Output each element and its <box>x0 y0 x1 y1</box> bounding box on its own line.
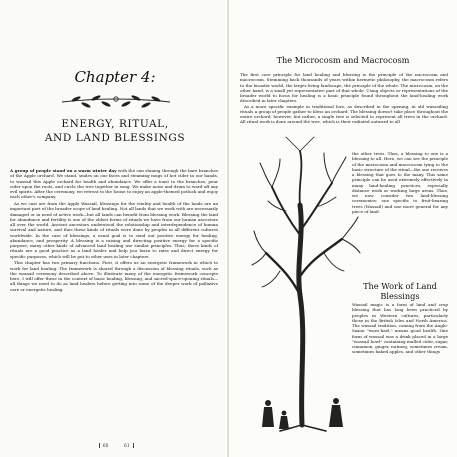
chapter-title-line-1: ENERGY, RITUAL, <box>61 118 169 130</box>
page-number-right: 61 <box>124 444 130 449</box>
left-body-text <box>10 168 218 293</box>
paragraph-1-rest: with the sun shining through the bare branches of the Apple orchard. We stand, smiles on our faces and steaming mugs of hot cider in our hands, to wassail this Apple orchard for health and abundance. We offer a toast to the branches, pour cider upon the roots, and circle the tree together in song. We make noise and drum to ward off any evil spirits. After the ceremony, we retreat to the house to enjoy an apple-themed potluck and enjoy each other's company. <box>10 168 218 200</box>
paragraph-3: This chapter has two primary functions. First, it offers us an energetic framework in which to work for land healing. The framework is shared through a discussion of blessing rituals, such as the wassail ceremony described above. To illustrate many of the energetic framework concepts here, I will offer these in the context of basic healing, blessing, and sacred-space-opening rituals—all things we need to do as land healers before getting into some of the deeper work of palliative care or energetic healing. <box>10 260 218 292</box>
paragraph-1 <box>10 168 218 200</box>
lead-in: A group of people stand on a warm winter day <box>10 168 117 173</box>
right-paragraph-1: The first core principle for land healing and blessing is the principle of the microcosm and macrocosm. Stemming back thousands of years within hermetic philosophy, the macrocosm refers to the broader world, the larger living landscape, the principle of the whole. The microcosm, on the other hand, is a small yet representative part of that whole. Using objects or representations of the broader world to focus for healing is a basic principle found throughout the land-healing work described in later chapters. <box>240 72 448 104</box>
section-heading-2-line-2: Blessings <box>380 291 420 301</box>
chapter-title-line-2: AND LAND BLESSINGS <box>44 132 186 144</box>
right-paragraph-3: the other trees. Thus, a blessing to one is a blessing to all. Here, we can see the principle of the microcosm and macrocosm tying to the basic structure of the ritual—the one receives a blessing that goes to the many. This same principle can be used extremely effectively in many land-healing practices, especially distance work or working large areas. Thus, we now consider two land-blessing ceremonies: one specific to fruit-bearing trees (Wassail) and one more general for any piece of land. <box>352 151 448 214</box>
page-number-left: 60 <box>102 444 109 449</box>
section-heading-land-blessings <box>352 281 448 301</box>
leaf-ornament-icon <box>56 90 176 112</box>
right-column-text-2 <box>352 302 448 355</box>
right-column-text <box>352 151 448 214</box>
chapter-title <box>20 117 210 145</box>
right-folio <box>124 443 137 449</box>
tree-illustration-icon <box>250 135 362 435</box>
right-top-text <box>240 72 448 125</box>
right-paragraph-2: As a more specific example in traditional lore, as described in the opening, in old wassailing rituals a group of people gather to bless an orchard. The blessing doesn't take place throughout the entire orchard, however, but rather, a single tree is selected to represent all trees in the orchard. All ritual work is done around the tree, which is their radiated outward to all <box>240 103 448 125</box>
left-folio <box>96 443 109 449</box>
section-heading-microcosm: The Microcosm and Macrocosm <box>276 55 410 65</box>
paragraph-2: As we cast are from the Apple Wassail, blessings for the vitality and health of the lands are an important part of the broader scope of land healing. Not all lands that we work with are necessarily damaged or in need of active work—but all lands can benefit from blessing work. Blessing the land for abundance and fertility is one of the oldest forms of rituals we have from our human ancestors all over the world. Ancient ancestors understood the relationship and interdependence of human survival and nature, and thus these kinds of rituals were done by peoples in all different cultures worldwide. In the case of blessings, a usual goal is to send out positive energy for healing, abundance, and prosperity. A blessing is a raising and directing positive energy for a specific purpose; many other kinds of advanced land healing use similar principles. Thus, these kinds of rituals are a good practice as a land healer and help you learn to raise and direct energy for specific purposes, which will be put to other uses in later chapters. <box>10 201 218 259</box>
right-paragraph-4: Wassail magic is a form of land and crop blessing that has long been practiced by peoples in Western cultures, particularly those in the British Isles and North America. The wassail tradition, coming from the Anglo-Saxon "waes-hael," means good health. One form of wassail was a drink placed in a large "wassail bowl" containing mulled cider, sugar, cinnamon, ginger, nutmeg, sometimes cream, sometimes baked apples, and other things <box>352 302 448 355</box>
left-page <box>0 0 228 457</box>
section-heading-2-line-1: The Work of Land <box>363 281 437 291</box>
chapter-label: Chapter 4: <box>74 68 156 86</box>
